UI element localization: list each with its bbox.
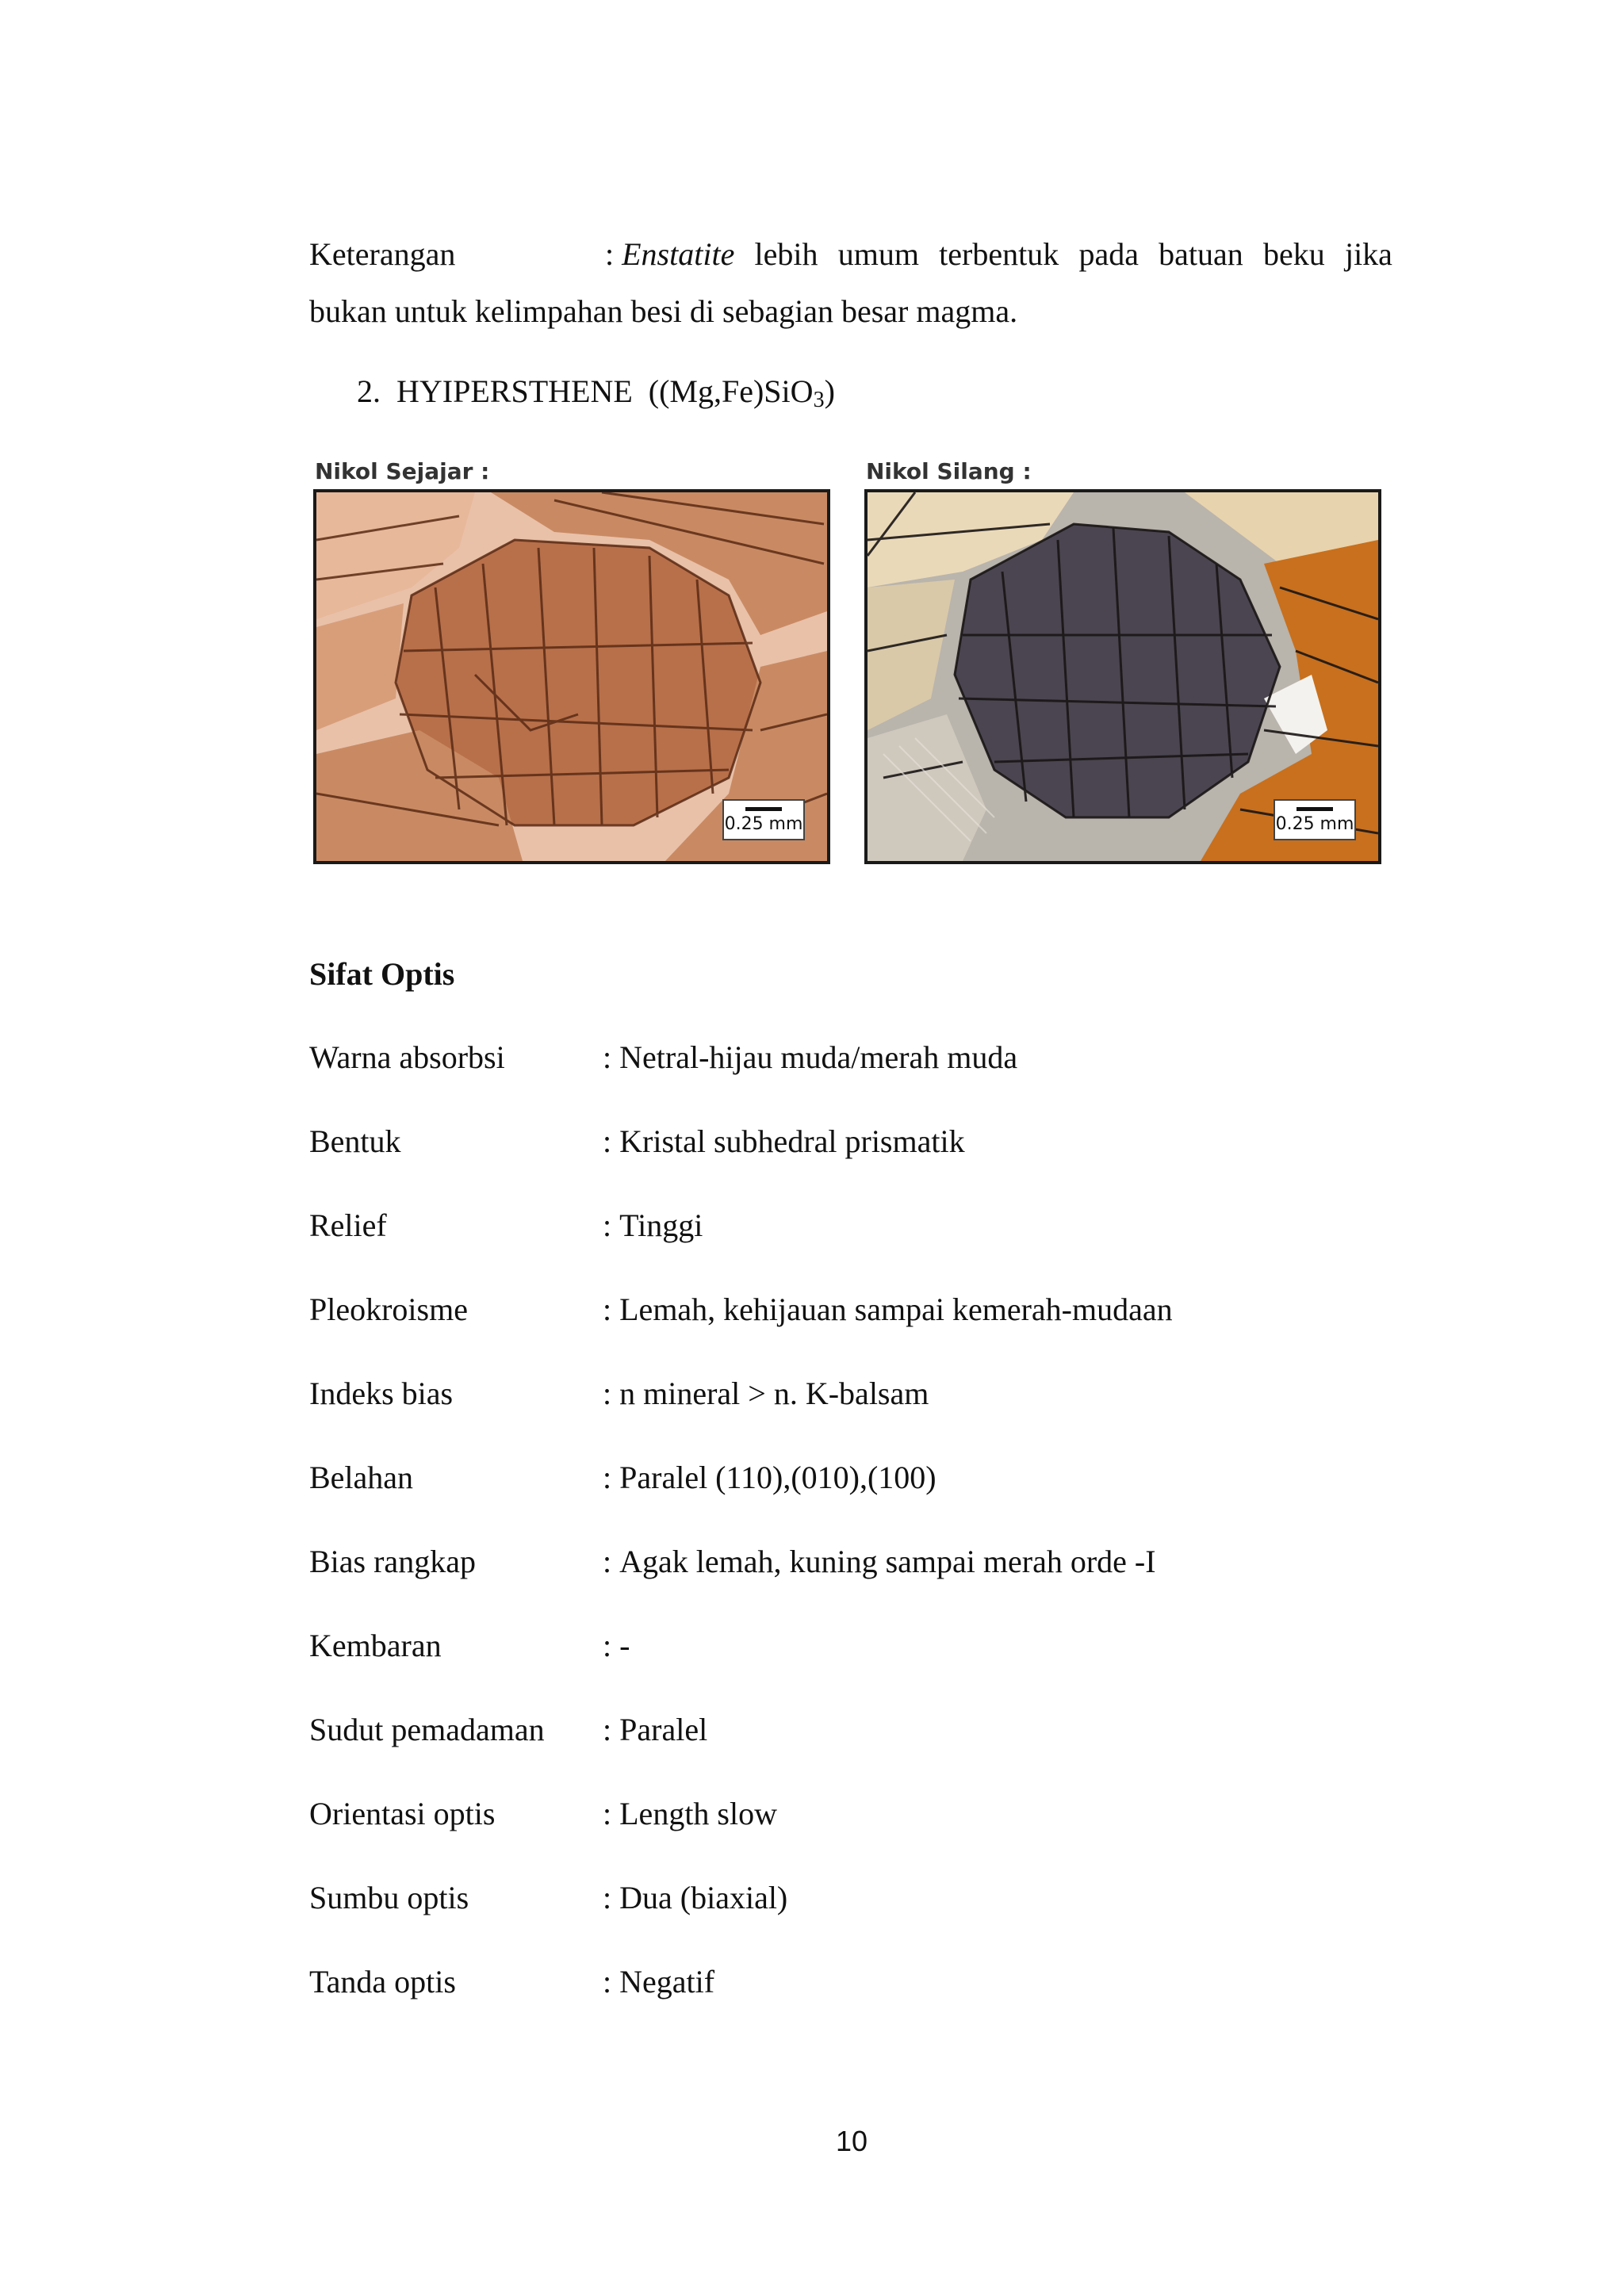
keterangan-word: lebih — [754, 236, 818, 272]
property-label: Relief — [309, 1207, 387, 1243]
keterangan-word: jika — [1344, 236, 1392, 272]
scale-bar-parallel: 0.25 mm — [722, 799, 805, 840]
property-value: n mineral > n. K-balsam — [619, 1376, 929, 1411]
mineral-number: 2. — [357, 373, 381, 409]
property-value: Paralel — [619, 1712, 708, 1747]
keterangan-line-2: bukan untuk kelimpahan besi di sebagian besar magma. — [309, 293, 1018, 329]
property-value: Length slow — [619, 1796, 777, 1831]
property-label: Tanda optis — [309, 1964, 456, 1999]
property-label: Orientasi optis — [309, 1796, 496, 1831]
photo-caption-crossed: Nikol Silang : — [866, 458, 1032, 484]
property-value: - — [619, 1628, 630, 1663]
photo-parallel-nicol — [313, 454, 830, 863]
property-value: Agak lemah, kuning sampai merah orde -I — [619, 1544, 1156, 1579]
property-value: Negatif — [619, 1964, 715, 1999]
optical-properties-list — [309, 1039, 1340, 2047]
property-row: Sudut pemadaman : Paralel — [309, 1712, 708, 1747]
property-row: Orientasi optis : Length slow — [309, 1796, 777, 1831]
property-row: Tanda optis : Negatif — [309, 1964, 715, 1999]
property-value: Tinggi — [619, 1207, 703, 1243]
page-number: 10 — [835, 2125, 868, 2157]
property-value: Lemah, kehijauan sampai kemerah-mudaan — [619, 1292, 1173, 1327]
property-label: Indeks bias — [309, 1376, 454, 1411]
property-row: Bentuk : Kristal subhedral prismatik — [309, 1123, 965, 1159]
keterangan-mineral: Enstatite — [622, 236, 735, 272]
micrograph-parallel — [313, 489, 830, 864]
property-value: Dua (biaxial) — [619, 1880, 788, 1915]
keterangan-word: batuan — [1159, 236, 1243, 272]
property-row: Kembaran : - — [309, 1628, 630, 1663]
property-label: Warna absorbsi — [309, 1039, 505, 1075]
keterangan-separator: : Enstatite — [605, 236, 735, 272]
photo-caption-parallel: Nikol Sejajar : — [315, 458, 490, 484]
property-row: Indeks bias : n mineral > n. K-balsam — [309, 1376, 929, 1411]
property-row: Warna absorbsi : Netral-hijau muda/merah muda — [309, 1039, 1018, 1075]
property-row: Pleokroisme : Lemah, kehijauan sampai kemerah-mudaan — [309, 1292, 1173, 1327]
keterangan-paragraph — [309, 226, 1392, 340]
keterangan-word: pada — [1078, 236, 1139, 272]
keterangan-line-1 — [309, 226, 1392, 283]
property-label: Bentuk — [309, 1123, 401, 1159]
property-row: Sumbu optis : Dua (biaxial) — [309, 1880, 788, 1915]
keterangan-label: Keterangan — [309, 236, 456, 272]
mineral-heading — [357, 373, 835, 413]
property-value: Paralel (110),(010),(100) — [619, 1460, 936, 1495]
keterangan-word: umum — [837, 236, 919, 272]
keterangan-text — [605, 226, 1392, 283]
mineral-name: HYIPERSTHENE — [396, 373, 633, 409]
keterangan-word: beku — [1262, 236, 1325, 272]
property-label: Belahan — [309, 1460, 414, 1495]
property-label: Sudut pemadaman — [309, 1712, 545, 1747]
property-row: Belahan : Paralel (110),(010),(100) — [309, 1460, 936, 1495]
property-label: Pleokroisme — [309, 1292, 468, 1327]
property-label: Kembaran — [309, 1628, 442, 1663]
mineral-formula: ((Mg,Fe)SiO$_3$) — [648, 373, 835, 412]
property-label: Bias rangkap — [309, 1544, 476, 1579]
section-title: Sifat Optis — [309, 956, 455, 992]
property-row: Bias rangkap : Agak lemah, kuning sampai merah orde -I — [309, 1544, 1156, 1579]
photo-crossed-nicol — [864, 454, 1381, 863]
property-label: Sumbu optis — [309, 1880, 469, 1915]
scale-bar-crossed: 0.25 mm — [1274, 799, 1356, 840]
micrograph-crossed — [864, 489, 1381, 864]
property-value: Kristal subhedral prismatik — [619, 1123, 965, 1159]
property-value: Netral-hijau muda/merah muda — [619, 1039, 1018, 1075]
keterangan-word: terbentuk — [939, 236, 1059, 272]
property-row: Relief : Tinggi — [309, 1207, 703, 1243]
